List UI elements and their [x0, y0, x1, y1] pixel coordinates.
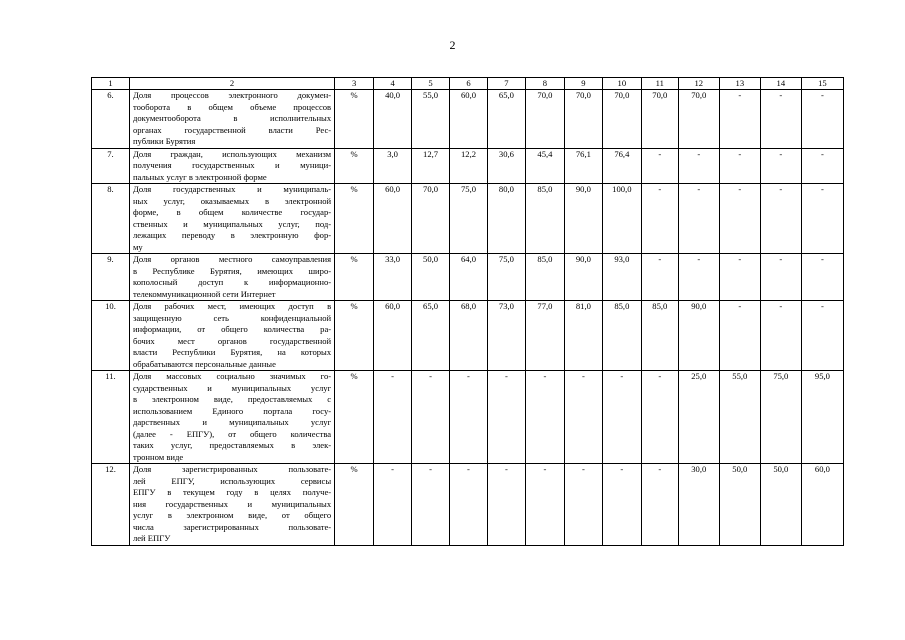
unit-cell: %	[335, 464, 374, 546]
value-cell: 60,0	[450, 90, 488, 149]
table-row	[92, 148, 844, 184]
table-row	[92, 301, 844, 371]
indicator-line: дарственных и муниципальных услуг	[132, 417, 332, 427]
indicator-line: тронном виде	[132, 451, 184, 462]
value-cell: 76,1	[564, 148, 602, 184]
value-cell: 85,0	[525, 184, 564, 254]
unit-cell: %	[335, 254, 374, 301]
value-cell: 50,0	[760, 464, 801, 546]
indicator-name	[129, 254, 334, 301]
header-row	[92, 78, 844, 90]
indicator-line: обрабатываются персональные данные	[132, 358, 276, 369]
column-header: 14	[760, 78, 801, 90]
indicator-line: публики Бурятия	[132, 136, 196, 146]
value-cell: -	[450, 464, 488, 546]
column-header: 11	[641, 78, 678, 90]
value-cell: -	[412, 371, 450, 464]
column-header: 6	[450, 78, 488, 90]
indicator-line: пальных услуг в электронной форме	[132, 171, 267, 182]
value-cell: 60,0	[374, 184, 412, 254]
value-cell: -	[525, 371, 564, 464]
indicator-line: использованием Единого портала госу-	[132, 405, 332, 416]
indicator-name	[129, 301, 334, 371]
indicator-line: информации, от общего количества ра-	[132, 324, 332, 334]
value-cell: 85,0	[525, 254, 564, 301]
value-cell: 25,0	[678, 371, 719, 464]
value-cell: -	[641, 371, 678, 464]
indicator-line: ственных и муниципальных услуг, под-	[132, 218, 332, 229]
indicator-name	[129, 184, 334, 254]
row-number: 8.	[92, 184, 130, 254]
value-cell: 12,2	[450, 148, 488, 184]
indicator-line: Доля зарегистрированных пользовате-	[132, 464, 332, 474]
value-cell: 81,0	[564, 301, 602, 371]
column-header: 5	[412, 78, 450, 90]
indicator-line: лей ЕПГУ, использующих сервисы	[132, 475, 332, 486]
value-cell: -	[760, 148, 801, 184]
value-cell: -	[374, 464, 412, 546]
row-number: 9.	[92, 254, 130, 301]
indicator-line: лежащих переводу в электронную фор-	[132, 230, 332, 240]
value-cell: -	[801, 90, 843, 149]
value-cell: 75,0	[450, 184, 488, 254]
value-cell: -	[760, 90, 801, 149]
value-cell: -	[641, 148, 678, 184]
value-cell: -	[719, 90, 760, 149]
value-cell: 80,0	[487, 184, 525, 254]
indicator-name	[129, 148, 334, 184]
indicator-line: телекоммуникационной сети Интернет	[132, 288, 276, 299]
indicator-line: бочих мест органов государственной	[132, 335, 332, 346]
column-header: 4	[374, 78, 412, 90]
unit-cell: %	[335, 184, 374, 254]
indicator-line: сударственных и муниципальных услуг	[132, 382, 332, 393]
value-cell: -	[801, 254, 843, 301]
table-row	[92, 254, 844, 301]
value-cell: 55,0	[412, 90, 450, 149]
value-cell: 73,0	[487, 301, 525, 371]
indicator-line: ных услуг, оказываемых в электронной	[132, 195, 332, 206]
value-cell: -	[678, 184, 719, 254]
value-cell: -	[801, 184, 843, 254]
value-cell: 90,0	[678, 301, 719, 371]
indicator-line: кополосный доступ к информационно-	[132, 277, 332, 287]
value-cell: 70,0	[602, 90, 641, 149]
value-cell: 60,0	[801, 464, 843, 546]
value-cell: 68,0	[450, 301, 488, 371]
indicator-line: ния государственных и муниципальных	[132, 498, 332, 509]
value-cell: 55,0	[719, 371, 760, 464]
value-cell: -	[801, 301, 843, 371]
value-cell: 95,0	[801, 371, 843, 464]
value-cell: 70,0	[641, 90, 678, 149]
value-cell: -	[760, 254, 801, 301]
value-cell: -	[564, 464, 602, 546]
value-cell: 90,0	[564, 184, 602, 254]
indicator-line: защищенную сеть конфиденциальной	[132, 312, 332, 323]
indicator-line: Доля государственных и муниципаль-	[132, 184, 332, 194]
value-cell: -	[487, 371, 525, 464]
column-header: 10	[602, 78, 641, 90]
indicator-line: Доля рабочих мест, имеющих доступ в	[132, 301, 332, 311]
value-cell: 64,0	[450, 254, 488, 301]
value-cell: 33,0	[374, 254, 412, 301]
column-header: 13	[719, 78, 760, 90]
value-cell: 90,0	[564, 254, 602, 301]
indicator-line: Доля граждан, использующих механизм	[132, 148, 332, 159]
value-cell: -	[678, 148, 719, 184]
value-cell: 60,0	[374, 301, 412, 371]
value-cell: -	[678, 254, 719, 301]
value-cell: -	[719, 184, 760, 254]
indicator-line: му	[132, 241, 143, 252]
column-header: 9	[564, 78, 602, 90]
value-cell: -	[760, 184, 801, 254]
unit-cell: %	[335, 90, 374, 149]
value-cell: 76,4	[602, 148, 641, 184]
row-number: 12.	[92, 464, 130, 546]
column-header: 1	[92, 78, 130, 90]
value-cell: 12,7	[412, 148, 450, 184]
value-cell: -	[602, 371, 641, 464]
value-cell: -	[719, 301, 760, 371]
value-cell: 85,0	[641, 301, 678, 371]
value-cell: 85,0	[602, 301, 641, 371]
indicator-line: получения государственных и муници-	[132, 160, 332, 170]
column-header: 2	[129, 78, 334, 90]
row-number: 10.	[92, 301, 130, 371]
indicator-line: ЕПГУ в текущем году в целях получе-	[132, 487, 332, 497]
row-number: 7.	[92, 148, 130, 184]
unit-cell: %	[335, 301, 374, 371]
indicator-line: в Республике Бурятия, имеющих широ-	[132, 265, 332, 276]
value-cell: -	[602, 464, 641, 546]
value-cell: 77,0	[525, 301, 564, 371]
value-cell: 30,0	[678, 464, 719, 546]
indicator-name	[129, 90, 334, 149]
value-cell: 93,0	[602, 254, 641, 301]
value-cell: 70,0	[412, 184, 450, 254]
table-row	[92, 184, 844, 254]
unit-cell: %	[335, 371, 374, 464]
indicator-line: лей ЕПГУ	[132, 533, 171, 543]
value-cell: -	[801, 148, 843, 184]
table-body	[92, 78, 844, 546]
indicator-line: органах государственной власти Рес-	[132, 124, 332, 135]
row-number: 11.	[92, 371, 130, 464]
value-cell: 100,0	[602, 184, 641, 254]
value-cell: 70,0	[678, 90, 719, 149]
table-row	[92, 371, 844, 464]
value-cell: -	[564, 371, 602, 464]
value-cell: 3,0	[374, 148, 412, 184]
value-cell: -	[487, 464, 525, 546]
value-cell: 65,0	[412, 301, 450, 371]
indicator-line: в электронном виде, предоставляемых с	[132, 394, 332, 404]
value-cell: -	[719, 254, 760, 301]
indicator-line: форме, в общем количестве государ-	[132, 207, 332, 217]
indicators-table	[91, 77, 844, 546]
column-header: 8	[525, 78, 564, 90]
table-row	[92, 464, 844, 546]
column-header: 3	[335, 78, 374, 90]
value-cell: 75,0	[760, 371, 801, 464]
table-row	[92, 90, 844, 149]
indicator-name	[129, 371, 334, 464]
indicator-line: таких услуг, предоставляемых в элек-	[132, 440, 332, 450]
value-cell: 30,6	[487, 148, 525, 184]
value-cell: 70,0	[564, 90, 602, 149]
unit-cell: %	[335, 148, 374, 184]
value-cell: -	[525, 464, 564, 546]
value-cell: -	[450, 371, 488, 464]
value-cell: 50,0	[412, 254, 450, 301]
indicator-name	[129, 464, 334, 546]
value-cell: -	[719, 148, 760, 184]
value-cell: -	[760, 301, 801, 371]
value-cell: 50,0	[719, 464, 760, 546]
column-header: 15	[801, 78, 843, 90]
indicator-line: Доля процессов электронного докумен-	[132, 90, 332, 100]
indicator-line: числа зарегистрированных пользовате-	[132, 521, 332, 532]
column-header: 12	[678, 78, 719, 90]
row-number: 6.	[92, 90, 130, 149]
indicator-line: тооборота в общем объеме процессов	[132, 101, 332, 112]
indicator-line: документооборота в исполнительных	[132, 113, 332, 123]
indicator-line: (далее - ЕПГУ), от общего количества	[132, 428, 332, 439]
value-cell: 75,0	[487, 254, 525, 301]
page-number: 2	[449, 38, 456, 52]
value-cell: 70,0	[525, 90, 564, 149]
indicator-line: власти Республики Бурятия, на которых	[132, 347, 332, 357]
value-cell: -	[641, 464, 678, 546]
value-cell: 40,0	[374, 90, 412, 149]
indicator-line: Доля органов местного самоуправления	[132, 254, 332, 264]
indicator-line: услуг в электронном виде, от общего	[132, 510, 332, 520]
value-cell: -	[641, 184, 678, 254]
value-cell: -	[641, 254, 678, 301]
value-cell: -	[374, 371, 412, 464]
value-cell: -	[412, 464, 450, 546]
indicator-line: Доля массовых социально значимых го-	[132, 371, 332, 381]
column-header: 7	[487, 78, 525, 90]
value-cell: 65,0	[487, 90, 525, 149]
value-cell: 45,4	[525, 148, 564, 184]
